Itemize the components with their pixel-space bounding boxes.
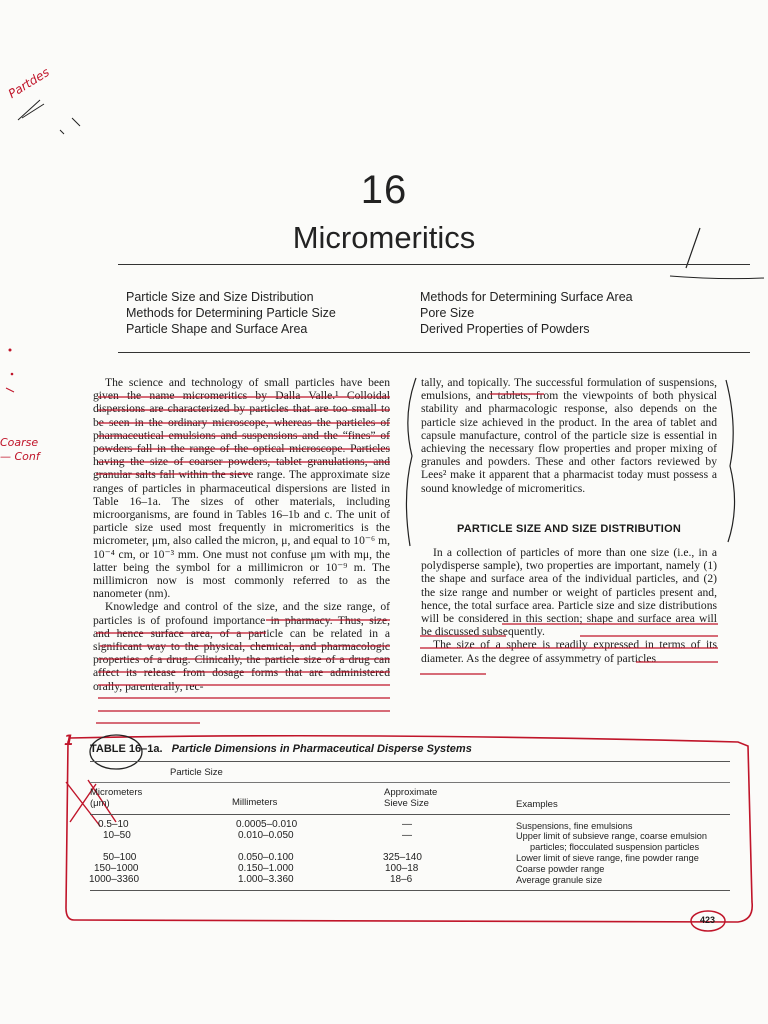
toc-item: Derived Properties of Powders (420, 322, 590, 336)
table-title (90, 743, 472, 755)
toc-item: Methods for Determining Particle Size (126, 306, 336, 320)
annotation-scribble (0, 60, 110, 140)
table-cell-example: Coarse powder range (516, 864, 605, 874)
table-group-header: Particle Size (170, 767, 223, 778)
table-rule-group (90, 782, 730, 783)
table-label: TABLE 16–1a. (90, 743, 163, 755)
table-rule-header (90, 814, 730, 815)
table-cell-example: Average granule size (516, 875, 603, 885)
table-cell-sieve: — (402, 830, 412, 841)
table-mark: 1 (64, 733, 74, 749)
body-paragraph: In a collection of particles of more than one size (i.e., in a polydisperse sample), two properties are important, namely (1) the shape and surface area of the individual particles, and (2) the size range and number or weight of particles present and, hence, the total surface area. Particle size and size distributions will be considered in this section; shape and surface area will be discussed subsequently. (421, 546, 717, 639)
header-millimeters: Millimeters (232, 797, 278, 808)
table-cell-sieve: 325–140 (383, 852, 422, 863)
toc-item: Particle Size and Size Distribution (126, 290, 314, 304)
body-paragraph: The science and technology of small particles have been given the name micromeritics by Dalla Valle.¹ Colloidal dispersions are characterized by particles that are too small to be seen in the ordinary microscope, whereas the particles of pharmaceutical emulsions and suspensions and the “fines” of powders fall in the range of the optical microscope. Particles having the size of coarser powders, tablet granulations, and granular salts fall within the sieve range. The approximate size ranges of particles in pharmaceutical dispersions are listed in Table 16–1a. The sizes of other materials, including microorganisms, are found in Tables 16–1b and c. The unit of particle size used most frequently in micromeritics is the micrometer, μm, also called the micron, μ, and equal to 10⁻⁶ m, 10⁻⁴ cm, or 10⁻³ mm. One must not confuse μm with mμ, the latter being the symbol for a millimicron or 10⁻⁹ m. The millimicron now is most commonly referred to as the nanometer (nm). (93, 376, 390, 601)
header-sieve-size: Approximate Sieve Size (384, 787, 438, 809)
margin-marks (0, 340, 40, 400)
body-paragraph: Knowledge and control of the size, and the size range, of particles is of profound importance in pharmacy. Thus, size, and hence surface area, of a particle can be related in a significant way to the physical, chemical, and pharmacologic properties of a drug. Clinically, the particle size of a drug can affect its release from dosage forms that are administered orally, parenterally, rec- (93, 600, 390, 693)
body-paragraph: The size of a sphere is readily expressed in terms of its diameter. As the degree of assymmetry of particles (421, 638, 717, 665)
toc-item: Pore Size (420, 306, 475, 320)
table-cell-um: 1000–3360 (89, 874, 140, 885)
table-rule-top (90, 761, 730, 762)
header-micrometers: Micrometers (μm) (90, 787, 143, 809)
margin-note: Coarse — Conf (0, 436, 40, 463)
table-cell-mm: 0.150–1.000 (238, 863, 294, 874)
table-cell-example: Lower limit of sieve range, fine powder range (516, 853, 699, 863)
table-cell-mm: 1.000–3.360 (238, 874, 294, 885)
table-cell-mm: 0.0005–0.010 (236, 819, 298, 830)
header-examples: Examples (516, 799, 558, 810)
header-rule-bottom (118, 352, 750, 353)
handwritten-annotation-top: Partdes (5, 65, 52, 101)
header-rule-top (118, 264, 750, 265)
table-cell-mm: 0.010–0.050 (238, 830, 294, 841)
table-cell-um: 150–1000 (94, 863, 139, 874)
body-paragraph: tally, and topically. The successful formulation of suspensions, emulsions, and tablets, from the viewpoints of both physical stability and pharmacologic response, also depends on the particle size achieved in the product. In the area of tablet and capsule manufacture, control of the particle size is essential in achieving the necessary flow properties and proper mixing of granules and powders. These and other factors reviewed by Lees² make it apparent that a pharmacist today must possess a sound knowledge of micromeritics. (421, 376, 717, 495)
table-rule-bottom (90, 890, 730, 891)
chapter-number: 16 (360, 168, 408, 212)
table-cell-um: 10–50 (103, 830, 131, 841)
chapter-title: Micromeritics (292, 220, 476, 255)
toc-left (126, 289, 336, 337)
table-cell-um: 0.5–10 (98, 819, 129, 830)
table-cell-sieve: — (402, 819, 412, 830)
table-cell-sieve: 18–6 (390, 874, 413, 885)
pen-mark (660, 222, 768, 292)
toc-right (420, 289, 633, 337)
toc-item: Particle Shape and Surface Area (126, 322, 308, 336)
table-cell-example: Suspensions, fine emulsions (516, 821, 633, 831)
toc-item: Methods for Determining Surface Area (420, 290, 633, 304)
table-cell-sieve: 100–18 (385, 863, 419, 874)
right-column-marks (396, 376, 768, 676)
table-cell-example: Upper limit of subsieve range, coarse emulsion (516, 831, 707, 841)
page-number: 423 (700, 915, 716, 925)
table-cell-mm: 0.050–0.100 (238, 852, 294, 863)
table-cell-um: 50–100 (103, 852, 137, 863)
table-cell-example: particles; flocculated suspension particles (530, 842, 700, 852)
table-caption: Particle Dimensions in Pharmaceutical Disperse Systems (171, 743, 472, 755)
red-underlines-left (90, 384, 395, 724)
section-heading: PARTICLE SIZE AND SIZE DISTRIBUTION (457, 522, 681, 535)
